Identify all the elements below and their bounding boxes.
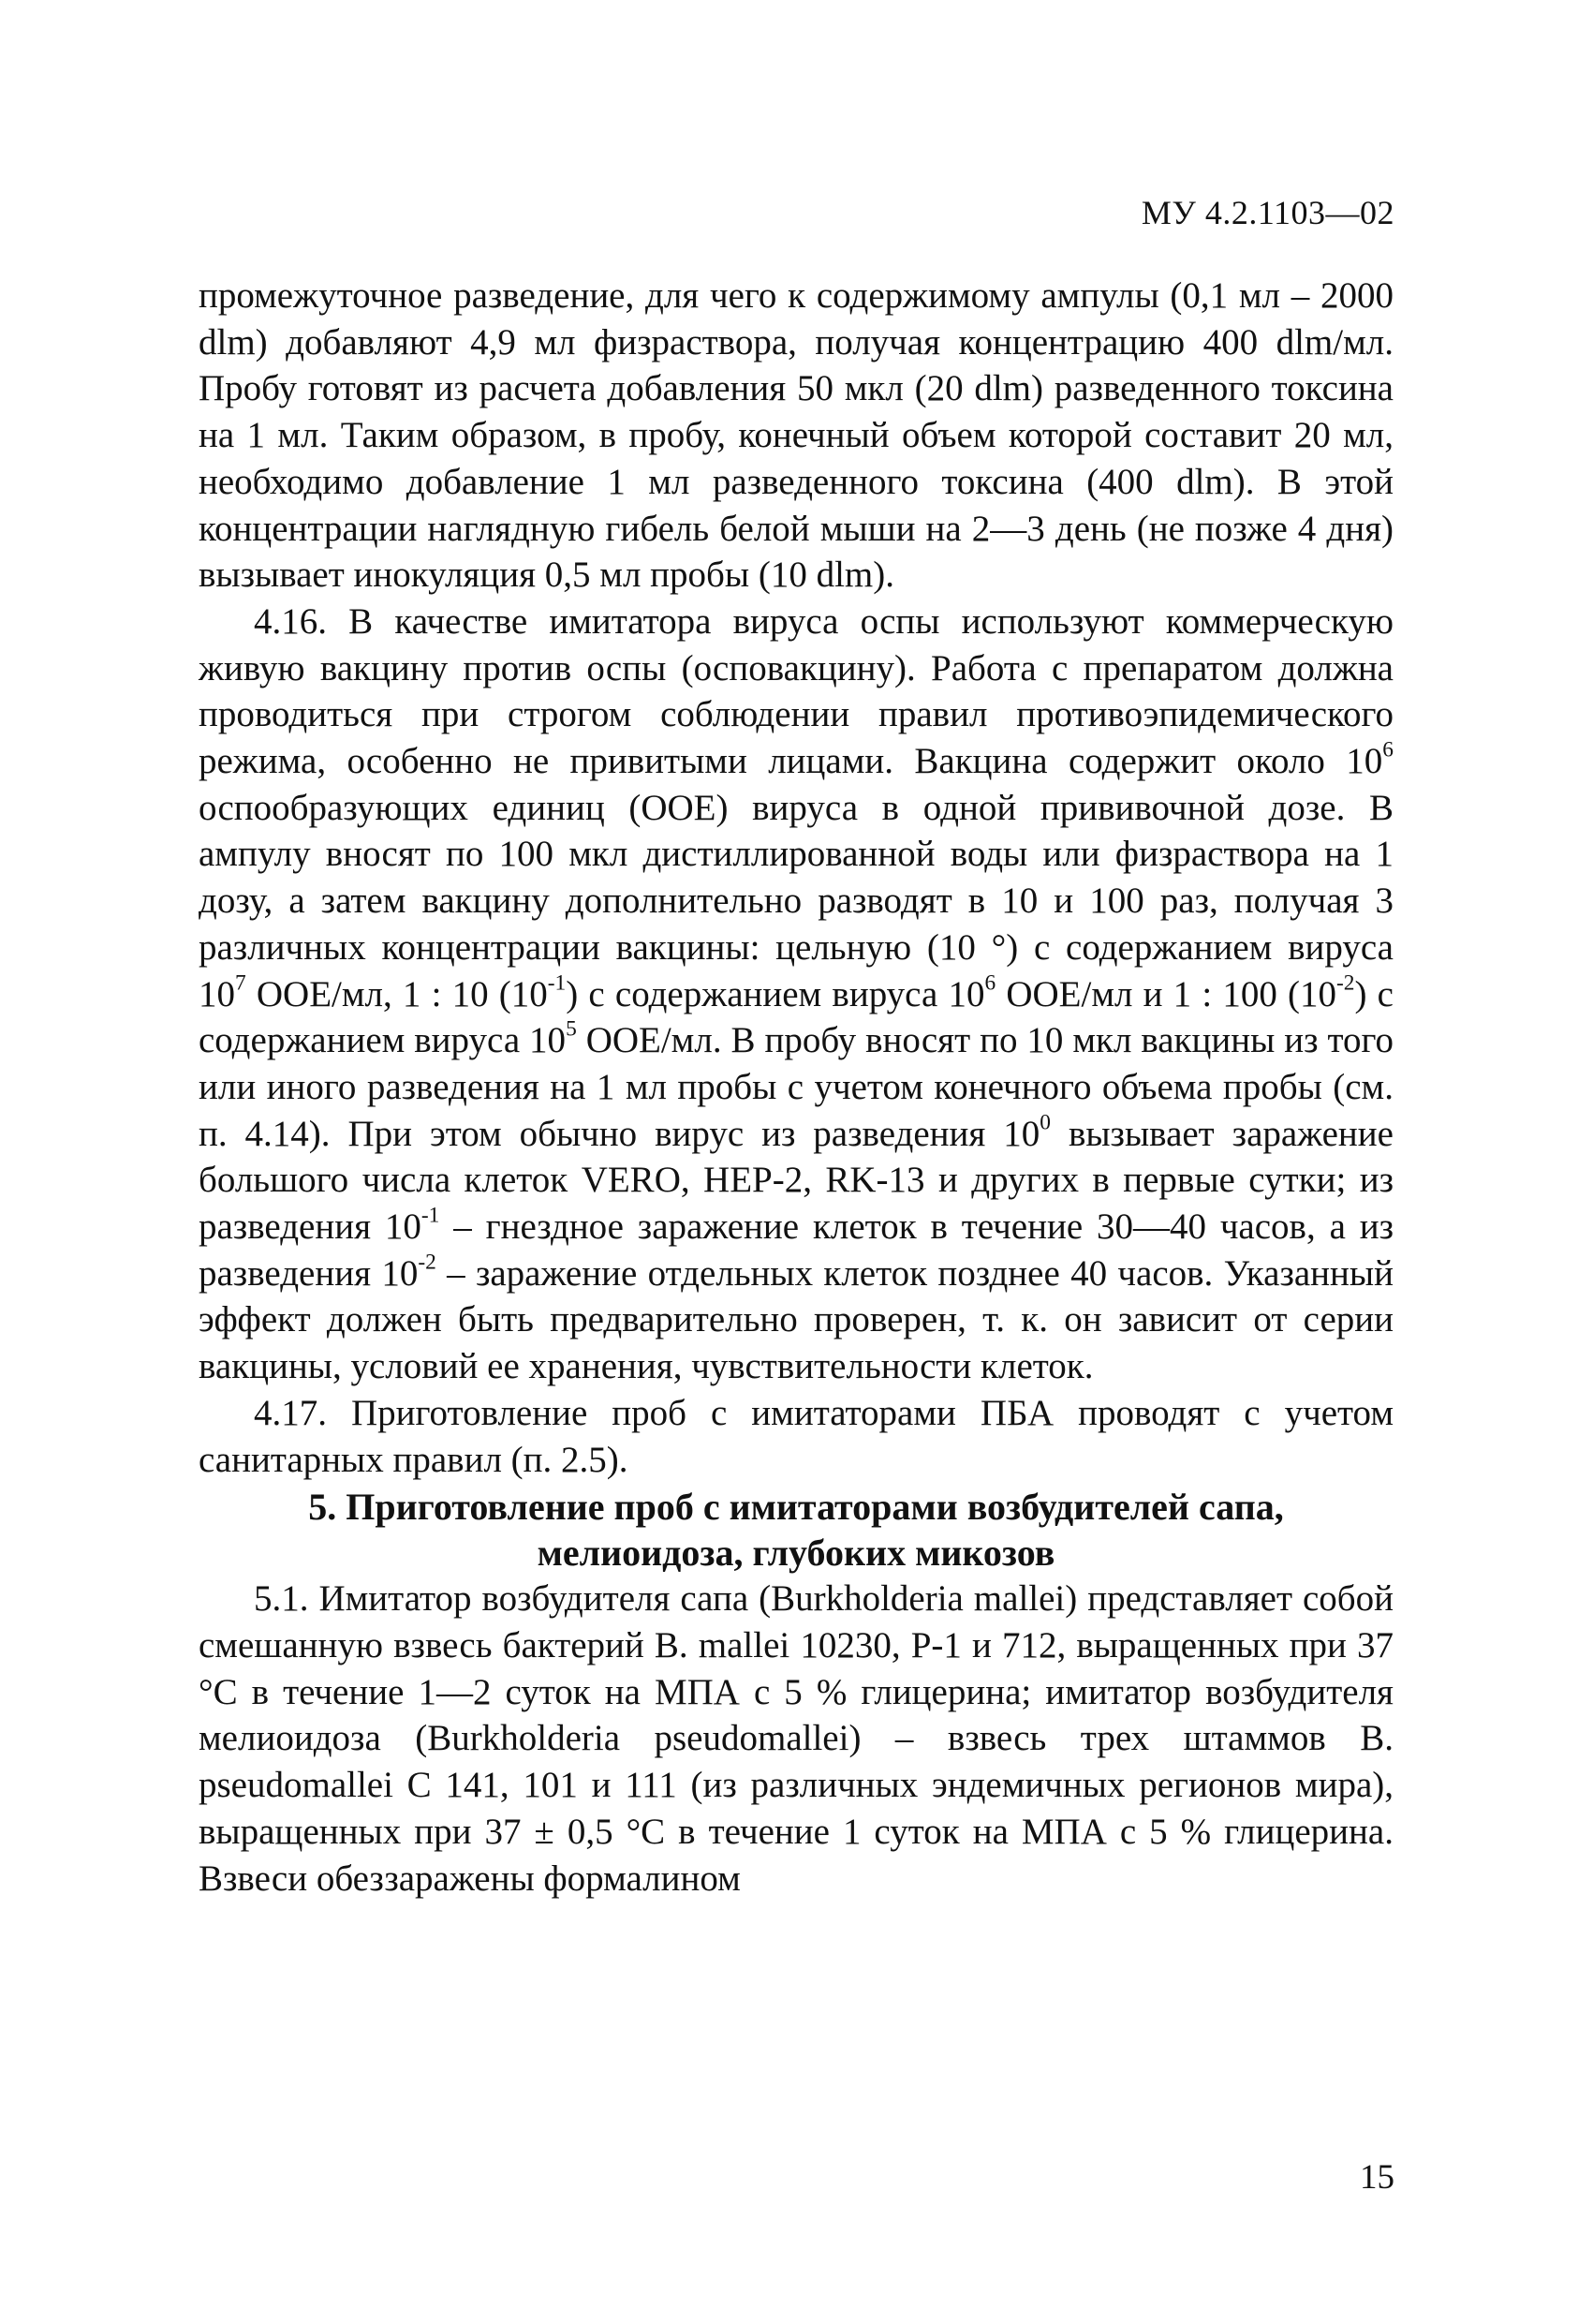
exponent: 0	[1040, 1110, 1051, 1135]
paragraph-4-16-text: – заражение отдельных клеток позднее 40 часов. Указанный эффект должен быть предварительно проверен, т. к. он зависит от серии вакцины, условий ее хранения, чувствительности клеток.	[199, 1252, 1394, 1387]
exponent: 5	[566, 1016, 577, 1042]
exponent: 7	[235, 970, 246, 995]
paragraph-4-16	[199, 599, 1394, 1390]
exponent: -1	[420, 1203, 440, 1228]
exponent: 6	[984, 970, 996, 995]
exponent: 6	[1382, 737, 1394, 762]
paragraph-4-16-text: ООЕ/мл и 1 : 100 (10	[996, 973, 1337, 1014]
section-5-heading-line-2: мелиоидоза, глубоких микозов	[537, 1532, 1055, 1575]
page-number: 15	[1360, 2158, 1394, 2197]
paragraph-4-16-text: 4.16. В качестве имитатора вируса оспы используют коммерческую живую вакцину против оспы (осповакцину). Работа с препаратом должна проводиться при строгом соблюдении правил противоэпидемического режима, особенно не привитыми лицами. Вакцина содержит около 10	[199, 600, 1394, 782]
paragraph-4-16-text: – гнездное заражение клеток в течение 30—40 часов, а из разведения 10	[199, 1206, 1394, 1294]
exponent: -1	[547, 970, 567, 995]
paragraph-4-16-text: ) с содержанием вируса 10	[566, 973, 985, 1014]
paragraph-5-1: 5.1. Имитатор возбудителя сапа (Burkholderia mallei) представляет собой смешанную взвесь бактерий В. mallei 10230, Р-1 и 712, выращенных при 37 °С в течение 1—2 суток на МПА с 5 % глицерина; имитатор возбудителя мелиоидоза (Burkholderia pseudomallei) – взвесь трех штаммов В. pseudomallei С 141, 101 и 111 (из различных эндемичных регионов мира), выращенных при 37 ± 0,5 °С в течение 1 суток на МПА с 5 % глицерина. Взвеси обеззаражены формалином	[199, 1578, 1394, 1899]
document-code: МУ 4.2.1103—02	[1141, 194, 1394, 231]
document-body	[199, 273, 1394, 1902]
paragraph-4-16-text: ООЕ/мл. В пробу вносят по 10 мкл вакцины из того или иного разведения на 1 мл пробы с учетом конечного объема пробы (см. п. 4.14). При этом обычно вирус из разведения 10	[199, 1020, 1394, 1154]
exponent: -2	[1336, 970, 1355, 995]
paragraph-4-17: 4.17. Приготовление проб с имитаторами ПБА проводят с учетом санитарных правил (п. 2.5).	[199, 1392, 1394, 1480]
paragraph-4-16-text: вызывает заражение большого числа клеток VERO, НЕР-2, RK-13 и других в первые сутки; из разведения 10	[199, 1113, 1394, 1248]
paragraph-continuation: промежуточное разведение, для чего к содержимому ампулы (0,1 мл – 2000 dlm) добавляют 4,9 мл физраствора, получая концентрацию 400 dlm/мл. Пробу готовят из расчета добавления 50 мкл (20 dlm) разведенного токсина на 1 мл. Таким образом, в пробу, конечный объем которой составит 20 мл, необходимо добавление 1 мл разведенного токсина (400 dlm). В этой концентрации наглядную гибель белой мыши на 2—3 день (не позже 4 дня) вызывает инокуляция 0,5 мл пробы (10 dlm).	[199, 275, 1394, 596]
paragraph-4-16-text: оспообразующих единиц (ООЕ) вируса в одной прививочной дозе. В ампулу вносят по 100 мкл дистиллированной воды или физраствора на 1 дозу, а затем вакцину дополнительно разводят в 10 и 100 раз, получая 3 различных концентрации вакцины: цельную (10 °) с содержанием вируса 10	[199, 787, 1394, 1014]
section-5-heading-line-1: 5. Приготовление проб с имитаторами возбудителей сапа,	[308, 1486, 1284, 1529]
paragraph-4-16-text: ООЕ/мл, 1 : 10 (10	[245, 973, 548, 1014]
paragraph-4-16-text: ) с содержанием вируса 10	[199, 973, 1394, 1061]
exponent: -2	[418, 1250, 436, 1275]
section-5-heading	[199, 1484, 1394, 1576]
